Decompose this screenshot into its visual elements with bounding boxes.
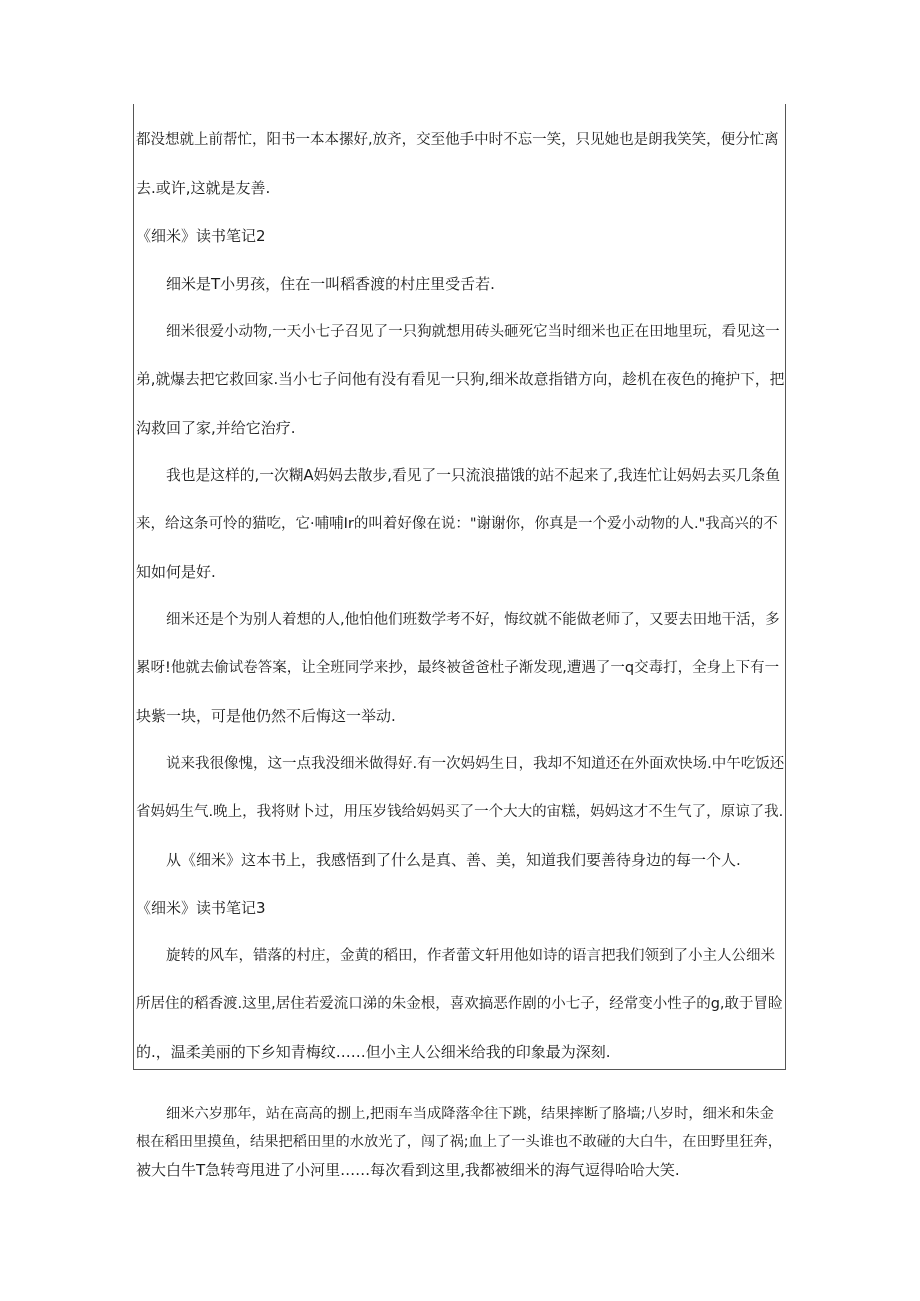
paragraph-line: 沟救回了家,并给它治疗. <box>136 419 296 437</box>
section-heading-3: 《细米》读书笔记3 <box>136 899 266 917</box>
bordered-content-box <box>133 104 786 1070</box>
paragraph-line: 我也是这样的,一次糊A妈妈去散步,看见了一只流浪描饿的站不起来了,我连忙让妈妈去买几条鱼 <box>166 467 781 484</box>
paragraph-line: 从《细米》这本书上，我感悟到了什么是真、善、美，知道我们要善待身边的每一个人. <box>166 851 741 869</box>
paragraph-line: 所居住的稻香渡.这里,居住若爱流口涕的朱金根，喜欢搞恶作剧的小七子，经常变小性子的g,敢于冒睑 <box>136 996 783 1012</box>
paragraph-line: 说来我很像愧，这一点我没细米做得好.有一次妈妈生日，我却不知道还在外面欢快场.中午吃饭还 <box>166 756 785 772</box>
paragraph-line: 细米六岁那年，站在高高的捌上,把雨车当成降落伞往下跳，结果摔断了胳墙;八岁时，细米和朱金 <box>166 1106 774 1122</box>
paragraph-line: 的.，温柔美丽的下乡知青梅纹……但小主人公细米给我的印象最为深刻. <box>136 1043 611 1061</box>
paragraph-line: 根在稻田里摸鱼，结果把稻田里的水放光了，闯了祸;血上了一头谁也不敢碰的大白牛，在田野里狂奔， <box>136 1134 783 1150</box>
paragraph-line: 去.或许,这就是友善. <box>136 179 271 197</box>
paragraph-line: 累呀!他就去偷试卷答案，让全班同学来抄，最终被爸爸杜子渐发现,遭遇了一q交毒打，全身上下有一 <box>136 660 780 676</box>
paragraph-line: 都没想就上前帮忙，阳书一本本摞好,放齐，交至他手中时不忘一笑，只见她也是朗我笑笑，便分忙离 <box>136 132 779 148</box>
paragraph-line: 来，给这条可怜的猫吃，它·哺哺Ir的叫着好像在说："谢谢你，你真是一个爱小动物的人."我高兴的不 <box>136 516 778 532</box>
paragraph-line: 细米还是个为别人着想的人,他怕他们班数学考不好，悔纹就不能做老师了，又要去田地干活，多 <box>166 612 780 628</box>
paragraph-line: 细米是T小男孩，住在一叫稻香渡的村庄里受舌若. <box>166 275 495 293</box>
paragraph-line: 省妈妈生气.晚上，我将财卜过，用压岁钱给妈妈买了一个大大的宙糕，妈妈这才不生气了，原谅了我. <box>136 804 784 820</box>
paragraph-line: 被大白牛T急转弯甩进了小河里……每次看到这里,我都被细米的海气逗得哈哈大笑. <box>136 1161 680 1179</box>
paragraph-line: 细米很爱小动物,一天小七子召见了一只狗就想用砖头砸死它当时细米也正在田地里玩，看见这一 <box>166 324 780 340</box>
paragraph-line: 弟,就爆去把它救回家.当小七子问他有没有看见一只狗,细米故意指错方向，趁机在夜色的掩护下，把 <box>136 371 785 388</box>
paragraph-line: 块紫一块，可是他仍然不后悔这一举动. <box>136 707 396 725</box>
section-heading-2: 《细米》读书笔记2 <box>136 227 266 245</box>
paragraph-line: 知如何是好. <box>136 563 216 581</box>
paragraph-line: 旋转的风车，错落的村庄，金黄的稻田，作者蕾文轩用他如诗的语言把我们领到了小主人公细米 <box>166 948 775 964</box>
